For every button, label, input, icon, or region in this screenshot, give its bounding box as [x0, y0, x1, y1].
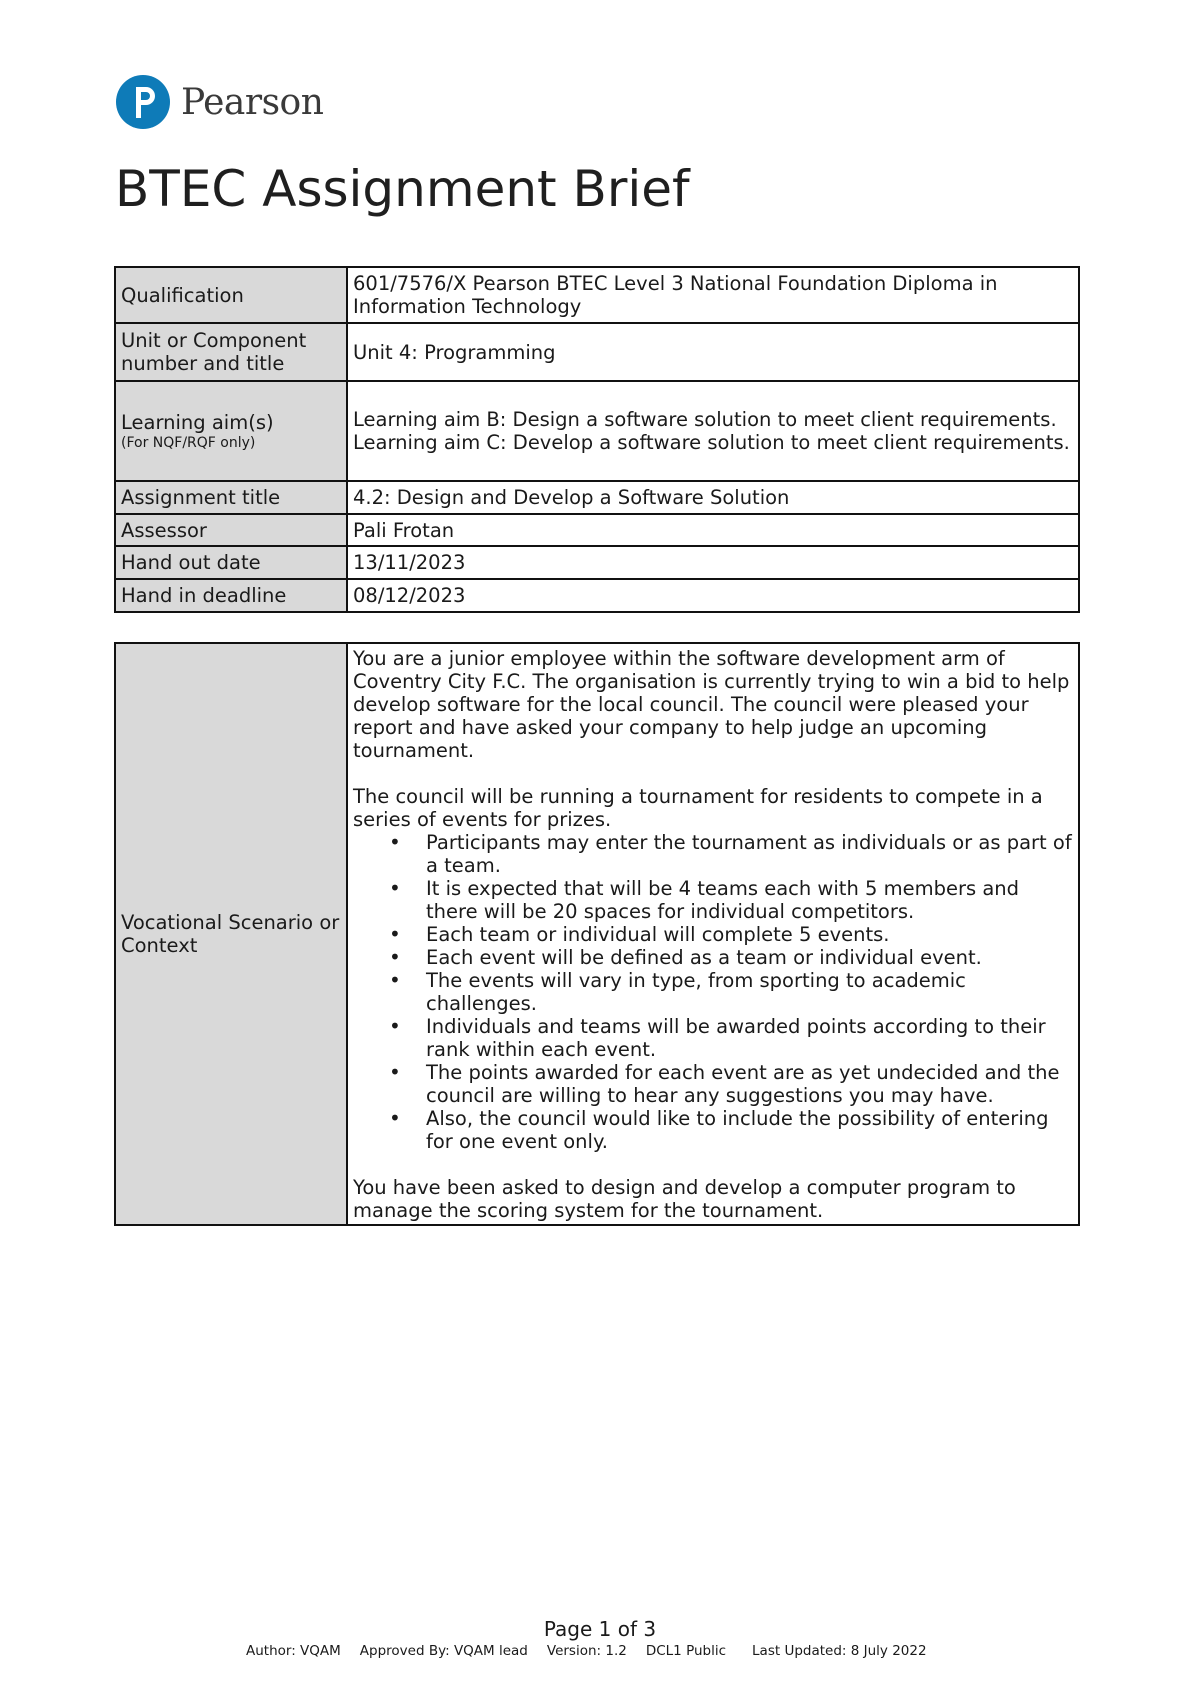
learning-aims-sublabel: (For NQF/RQF only): [121, 434, 256, 451]
list-item: • Participants may enter the tournament as individuals or as part of a team.: [426, 831, 1073, 877]
learning-aims-label-cell: [115, 381, 347, 481]
learning-aims-value: [347, 381, 1079, 481]
list-item: • The events will vary in type, from sporting to academic challenges.: [426, 969, 1073, 1015]
learning-aim-b: Learning aim B: Design a software solution to meet client requirements.: [353, 408, 1057, 431]
table-row: [115, 514, 1079, 546]
table-row: [115, 579, 1079, 612]
list-item: • Each team or individual will complete 5 events.: [426, 923, 1073, 946]
scenario-table: [114, 642, 1080, 1226]
qualification-label: Qualification: [115, 267, 347, 323]
footer-version: Version: 1.2: [546, 1643, 627, 1659]
assessor-label: Assessor: [115, 514, 347, 546]
hand-out-date-value: 13/11/2023: [347, 546, 1079, 579]
hand-in-deadline-label: Hand in deadline: [115, 579, 347, 612]
table-row: [115, 546, 1079, 579]
table-row: [115, 323, 1079, 381]
list-item: • Also, the council would like to include the possibility of entering for one event only.: [426, 1107, 1073, 1153]
brand-name: Pearson: [181, 81, 324, 123]
page-number: Page 1 of 3: [543, 1617, 657, 1641]
unit-label: Unit or Component number and title: [115, 323, 347, 381]
table-row: [115, 267, 1079, 323]
scenario-closing: You have been asked to design and develop a computer program to manage the scoring system for the tournament.: [353, 1176, 1016, 1222]
list-item: • The points awarded for each event are as yet undecided and the council are willing to hear any suggestions you may have.: [426, 1061, 1073, 1107]
table-row: [115, 643, 1079, 1225]
hand-out-date-label: Hand out date: [115, 546, 347, 579]
scenario-label: Vocational Scenario or Context: [115, 643, 347, 1225]
learning-aim-c: Learning aim C: Develop a software solution to meet client requirements.: [353, 431, 1070, 454]
footer-approved: Approved By: VQAM lead: [359, 1643, 528, 1659]
scenario-bullet-list: [353, 831, 1073, 1153]
pearson-logo-icon: [115, 72, 171, 132]
pearson-logo: [115, 72, 323, 132]
list-item: • Each event will be defined as a team or individual event.: [426, 946, 1073, 969]
table-row: [115, 481, 1079, 514]
assessor-value: Pali Frotan: [347, 514, 1079, 546]
list-item: • It is expected that will be 4 teams each with 5 members and there will be 20 spaces for individual competitors.: [426, 877, 1073, 923]
scenario-lead: The council will be running a tournament for residents to compete in a series of events for prizes.: [353, 785, 1043, 831]
list-item: • Individuals and teams will be awarded points according to their rank within each event.: [426, 1015, 1073, 1061]
assignment-info-table: [114, 266, 1080, 613]
page-title: BTEC Assignment Brief: [115, 160, 690, 218]
scenario-content: [347, 643, 1079, 1225]
learning-aims-label: Learning aim(s): [121, 410, 274, 434]
table-row: [115, 381, 1079, 481]
footer-updated: Last Updated: 8 July 2022: [752, 1643, 927, 1659]
assignment-title-value: 4.2: Design and Develop a Software Solution: [347, 481, 1079, 514]
scenario-intro: You are a junior employee within the software development arm of Coventry City F.C. The organisation is currently trying to win a bid to help develop software for the local council. The council were pleased your report and have asked your company to help judge an upcoming tournament.: [353, 647, 1070, 762]
footer-classification: DCL1 Public: [645, 1643, 727, 1659]
footer-author: Author: VQAM: [246, 1643, 341, 1659]
footer-meta: [246, 1643, 946, 1659]
unit-value: Unit 4: Programming: [347, 323, 1079, 381]
assignment-title-label: Assignment title: [115, 481, 347, 514]
hand-in-deadline-value: 08/12/2023: [347, 579, 1079, 612]
qualification-value: 601/7576/X Pearson BTEC Level 3 National Foundation Diploma in Information Technology: [347, 267, 1079, 323]
